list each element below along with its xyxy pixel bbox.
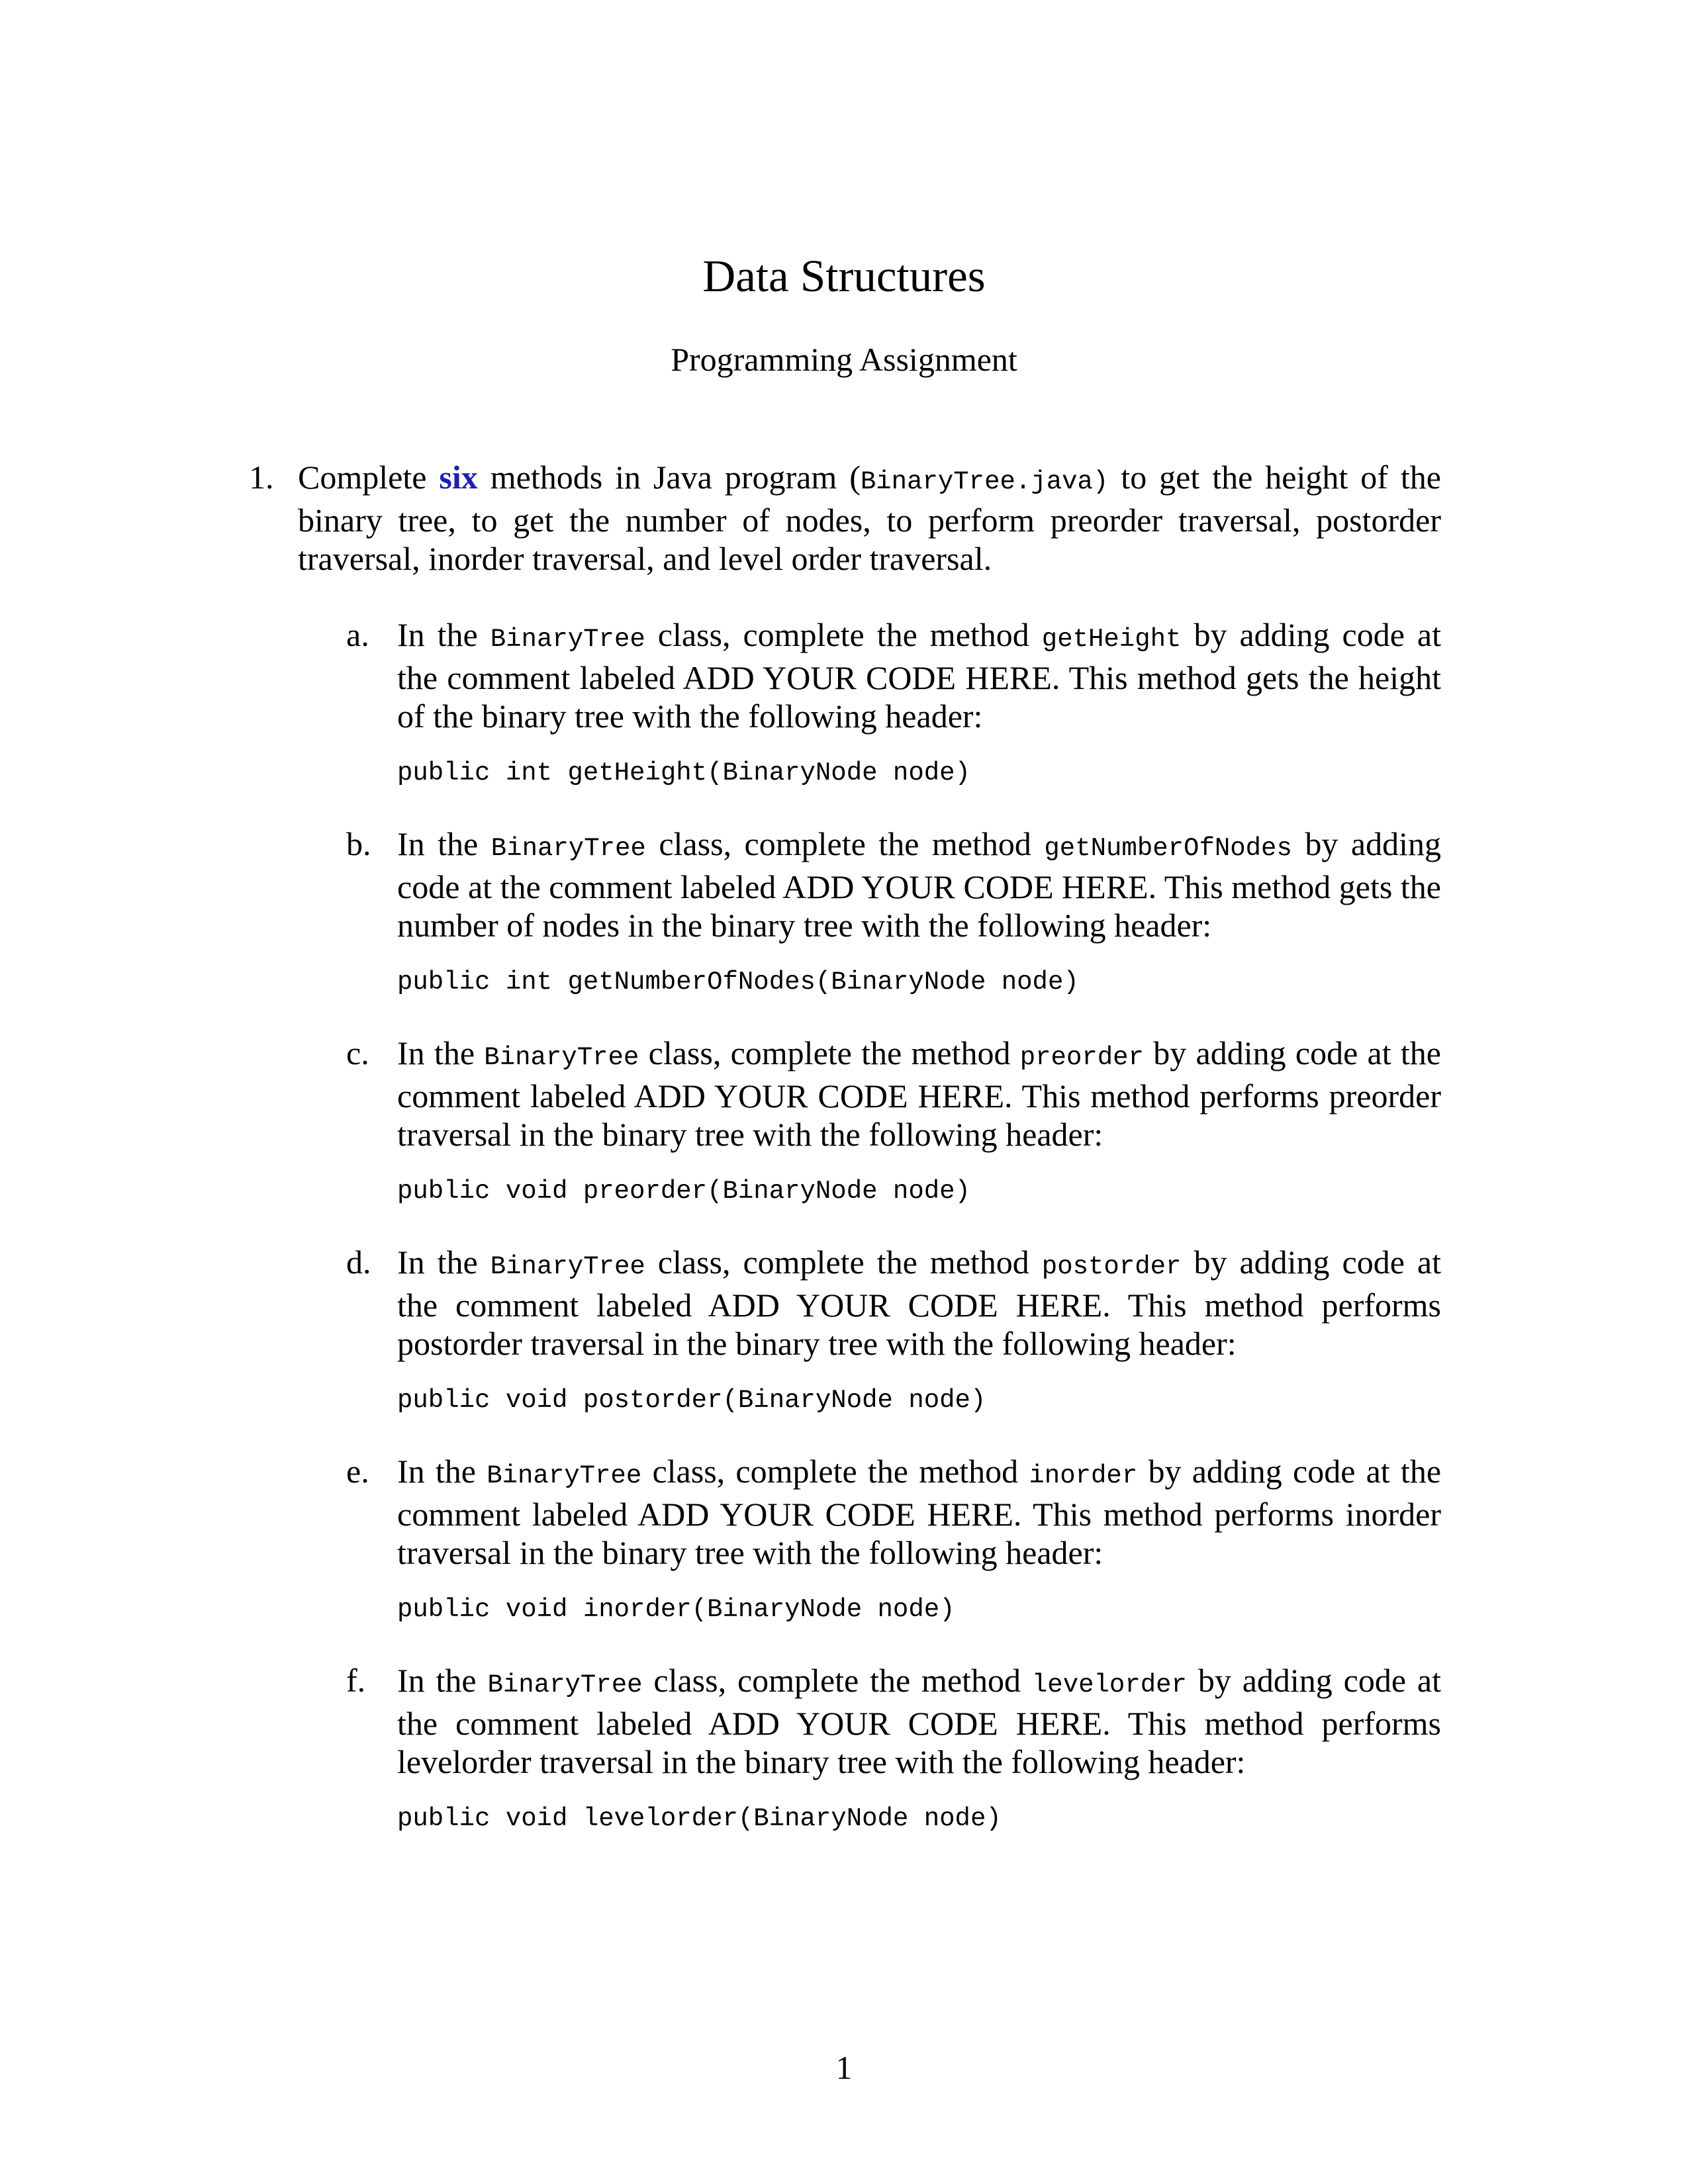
item-mid: class, complete the method — [641, 1453, 1029, 1490]
item-prefix: In the — [397, 616, 491, 653]
item-f-letter: f. — [346, 1662, 366, 1699]
item-d-letter: d. — [346, 1244, 371, 1281]
item-class-name: BinaryTree — [484, 1043, 639, 1072]
item-method-name: preorder — [1019, 1043, 1144, 1072]
item-mid: class, complete the method — [639, 1034, 1020, 1071]
item-class-name: BinaryTree — [487, 1461, 642, 1490]
document-title: Data Structures — [702, 251, 986, 301]
item-f-code: public void levelorder(BinaryNode node) — [397, 1804, 1002, 1833]
item-method-name: inorder — [1029, 1461, 1138, 1490]
item-e-text — [397, 1452, 1441, 1572]
item-prefix: In the — [397, 1034, 485, 1071]
item-suffix: by adding code at the comment labeled ADD YOUR CODE HERE. This method performs postorder traversal in the binary tree with the following header: — [397, 1244, 1441, 1362]
page-number: 1 — [835, 2049, 853, 2086]
question-intro-after: to get the height of the binary tree, to get the number of nodes, to perform preorder traversal, postorder traversal, inorder traversal, and level order traversal. — [298, 459, 1441, 577]
item-prefix: In the — [397, 1453, 487, 1490]
item-b-text — [397, 825, 1441, 944]
item-mid: class, complete the method — [645, 616, 1042, 653]
item-c-letter: c. — [346, 1034, 369, 1071]
item-suffix: by adding code at the comment labeled ADD YOUR CODE HERE. This method performs levelorder traversal in the binary tree with the following header: — [397, 1662, 1441, 1780]
question-intro-middle: methods in Java program ( — [477, 459, 861, 496]
item-e-code: public void inorder(BinaryNode node) — [397, 1595, 955, 1624]
question-file-name: BinaryTree.java) — [860, 467, 1109, 496]
item-b-code: public int getNumberOfNodes(BinaryNode node) — [397, 968, 1079, 997]
question-text — [298, 458, 1441, 578]
item-mid: class, complete the method — [645, 1244, 1042, 1281]
item-f-text — [397, 1661, 1441, 1781]
item-suffix: by adding code at the comment labeled ADD YOUR CODE HERE. This method gets the number of nodes in the binary tree with the following header: — [397, 825, 1441, 944]
item-mid: class, complete the method — [642, 1662, 1032, 1699]
item-a-text — [397, 615, 1441, 735]
item-suffix: by adding code at the comment labeled ADD YOUR CODE HERE. This method gets the height of the binary tree with the following header: — [397, 616, 1441, 735]
item-b-letter: b. — [346, 825, 371, 862]
item-a-code: public int getHeight(BinaryNode node) — [397, 758, 970, 788]
item-method-name: levelorder — [1031, 1670, 1187, 1700]
item-mid: class, complete the method — [645, 825, 1045, 862]
item-class-name: BinaryTree — [487, 1670, 643, 1700]
item-prefix: In the — [397, 825, 491, 862]
document-subtitle: Programming Assignment — [671, 341, 1017, 378]
item-class-name: BinaryTree — [490, 625, 645, 654]
item-e-letter: e. — [346, 1453, 369, 1490]
question-highlight: six — [439, 459, 478, 496]
question-number: 1. — [249, 459, 274, 496]
item-suffix: by adding code at the comment labeled ADD YOUR CODE HERE. This method performs preorder traversal in the binary tree with the following header: — [397, 1034, 1441, 1153]
item-d-text — [397, 1243, 1441, 1363]
item-class-name: BinaryTree — [490, 1252, 645, 1281]
item-method-name: getHeight — [1041, 625, 1182, 654]
item-c-text — [397, 1034, 1441, 1154]
item-d-code: public void postorder(BinaryNode node) — [397, 1386, 986, 1415]
item-c-code: public void preorder(BinaryNode node) — [397, 1177, 970, 1206]
item-a-letter: a. — [346, 616, 369, 653]
item-method-name: getNumberOfNodes — [1044, 834, 1292, 863]
question-intro-before: Complete — [298, 459, 440, 496]
item-suffix: by adding code at the comment labeled ADD YOUR CODE HERE. This method performs inorder traversal in the binary tree with the following header: — [397, 1453, 1442, 1571]
item-prefix: In the — [397, 1244, 491, 1281]
item-method-name: postorder — [1041, 1252, 1182, 1281]
item-prefix: In the — [397, 1662, 488, 1699]
item-class-name: BinaryTree — [491, 834, 646, 863]
